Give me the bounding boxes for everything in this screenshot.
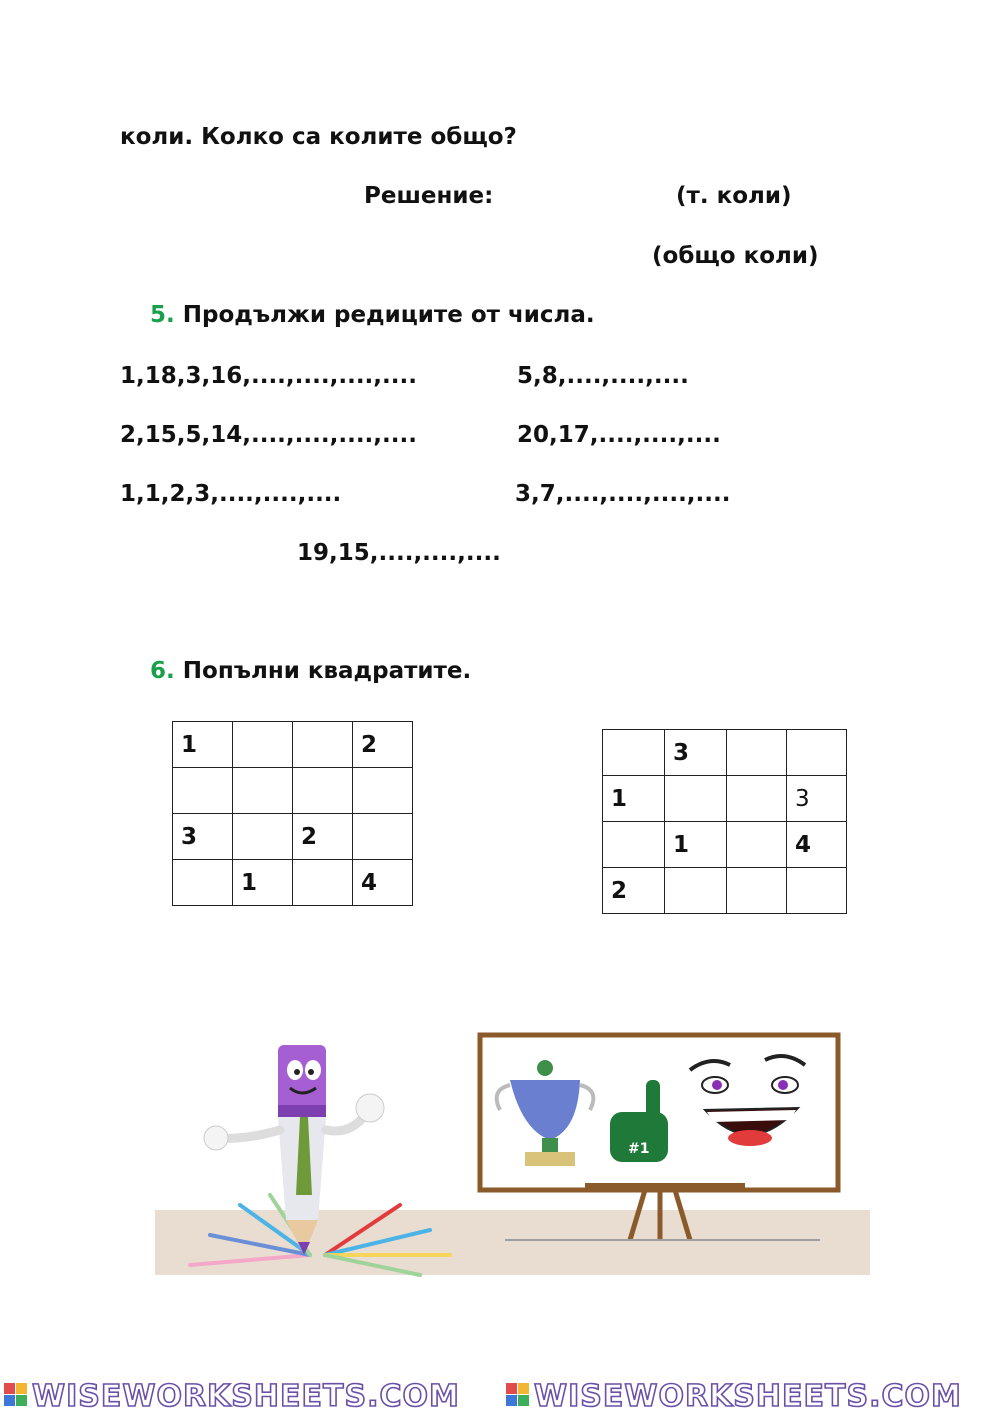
watermark-text-1: WISEWORKSHEETS.COM	[32, 1379, 460, 1413]
problem-question: коли. Колко са колите общо?	[120, 124, 517, 150]
grid-right	[602, 729, 847, 914]
grid-right-cell[interactable]	[787, 730, 847, 776]
grid-left-cell[interactable]: 3	[173, 814, 233, 860]
grid-right-cell[interactable]	[727, 822, 787, 868]
sequence-3[interactable]: 2,15,5,14,....,....,....,....	[120, 422, 417, 448]
foam-finger-badge: #1	[628, 1141, 650, 1157]
grid-left-cell[interactable]	[353, 814, 413, 860]
grid-right-cell[interactable]	[727, 730, 787, 776]
watermark-text-2: WISEWORKSHEETS.COM	[534, 1379, 962, 1413]
grid-left-cell[interactable]	[233, 768, 293, 814]
footer-watermark	[0, 1375, 1000, 1413]
grid-right-cell[interactable]	[727, 776, 787, 822]
sequence-7[interactable]: 19,15,....,....,....	[297, 540, 501, 566]
unit-label-total-cars: (общо коли)	[652, 243, 819, 269]
grid-right-cell[interactable]	[603, 822, 665, 868]
grid-left-cell[interactable]	[293, 768, 353, 814]
grid-left-cell[interactable]	[233, 722, 293, 768]
grid-left-cell[interactable]	[293, 860, 353, 906]
sequence-5[interactable]: 1,1,2,3,....,....,....	[120, 481, 342, 507]
grid-right-cell[interactable]: 4	[787, 822, 847, 868]
unit-label-cars: (т. коли)	[676, 183, 792, 209]
grid-right-cell[interactable]: 2	[603, 868, 665, 914]
classroom-illustration	[150, 1030, 875, 1280]
wise-logo-icon	[4, 1383, 27, 1406]
grid-left-cell[interactable]: 1	[173, 722, 233, 768]
task5-number: 5.	[150, 302, 175, 328]
grid-right-cell[interactable]	[603, 730, 665, 776]
grid-left-cell[interactable]: 4	[353, 860, 413, 906]
task5-title: Продължи редиците от числа.	[182, 302, 595, 328]
grid-left-cell[interactable]	[233, 814, 293, 860]
grid-left-cell[interactable]: 1	[233, 860, 293, 906]
grid-left-cell[interactable]	[173, 768, 233, 814]
sequence-1[interactable]: 1,18,3,16,....,....,....,....	[120, 363, 417, 389]
solution-label: Решение:	[364, 183, 494, 209]
sequence-4[interactable]: 20,17,....,....,....	[517, 422, 721, 448]
task6-number: 6.	[150, 658, 175, 684]
grid-right-cell[interactable]: 3	[665, 730, 727, 776]
task6-title: Попълни квадратите.	[182, 658, 472, 684]
grid-right-cell[interactable]	[787, 868, 847, 914]
grid-right-cell[interactable]	[665, 776, 727, 822]
grid-right-cell[interactable]: 1	[603, 776, 665, 822]
grid-left-cell[interactable]	[293, 722, 353, 768]
grid-left-cell[interactable]: 2	[353, 722, 413, 768]
grid-left-cell[interactable]: 2	[293, 814, 353, 860]
grid-left	[172, 721, 413, 906]
sequence-2[interactable]: 5,8,....,....,....	[517, 363, 689, 389]
wise-logo-icon	[506, 1383, 529, 1406]
task5-heading	[150, 304, 595, 327]
grid-left-cell[interactable]	[173, 860, 233, 906]
grid-right-cell[interactable]	[665, 868, 727, 914]
grid-right-cell[interactable]: 1	[665, 822, 727, 868]
sequence-6[interactable]: 3,7,....,....,....,....	[515, 481, 731, 507]
grid-left-cell[interactable]	[353, 768, 413, 814]
grid-right-cell[interactable]: 3	[787, 776, 847, 822]
grid-right-cell[interactable]	[727, 868, 787, 914]
task6-heading	[150, 660, 471, 683]
